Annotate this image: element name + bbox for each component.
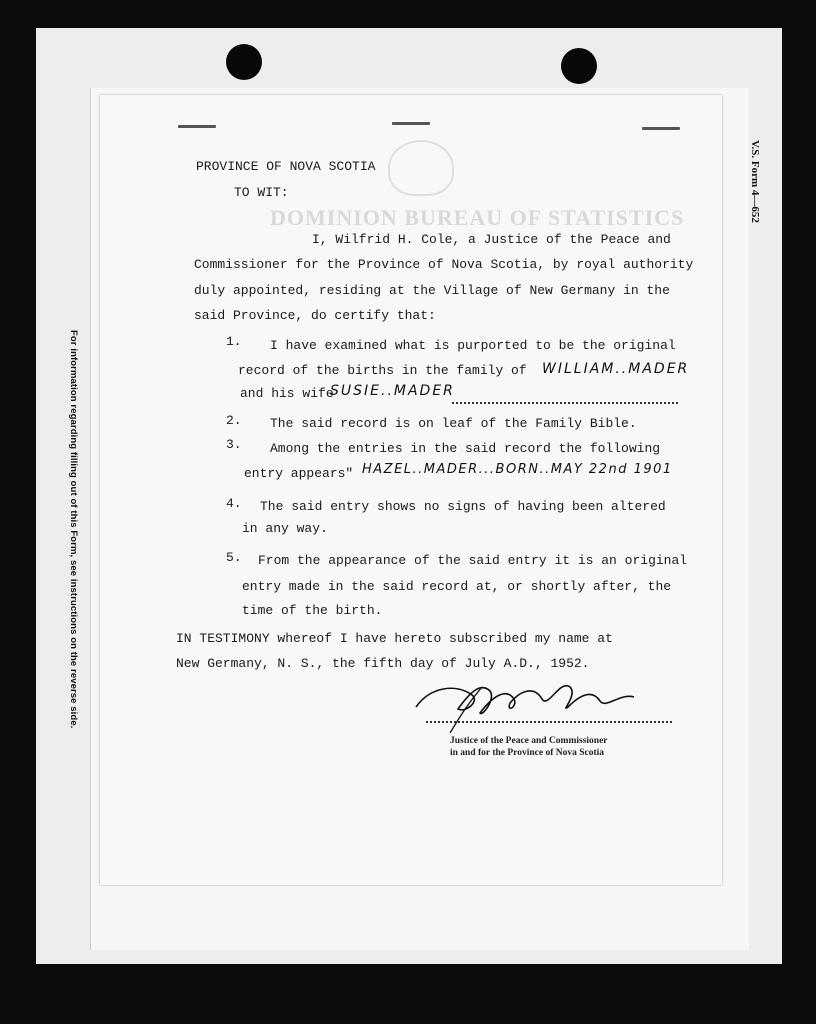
item-text: I have examined what is purported to be the original [270,338,676,353]
item-text: in any way. [242,521,328,536]
testimony-line: New Germany, N. S., the fifth day of July A.D., 1952. [176,656,590,671]
crest-watermark [388,140,454,196]
signature-caption: Justice of the Peace and Commissioner [450,736,608,746]
side-instruction-text: For information regarding filling out of this Form, see instructions on the reverse side. [68,330,79,729]
signature [410,673,650,733]
testimony-line: IN TESTIMONY whereof I have hereto subscribed my name at [176,631,613,646]
father-name-handwritten: WILLIAM..MADER [542,361,690,377]
staple [642,127,680,130]
item-text: From the appearance of the said entry it is an original [258,553,688,568]
item-text: The said record is on leaf of the Family Bible. [270,416,637,431]
item-text: entry appears" [244,466,354,481]
birth-entry-handwritten: HAZEL..MADER...BORN..MAY 22nd 1901 [362,462,673,477]
intro-line: said Province, do certify that: [194,308,436,323]
punch-hole [226,44,262,80]
dotted-line [452,402,678,404]
intro-line: Commissioner for the Province of Nova Scotia, by royal authority [194,257,694,272]
province-heading: PROVINCE OF NOVA SCOTIA [196,159,376,174]
item-number: 1. [226,334,242,349]
staple [392,122,430,125]
item-text: record of the births in the family of [238,363,527,378]
signature-line [426,721,672,723]
form-number-text: V.S. Form 4—652 [749,140,761,223]
intro-line: duly appointed, residing at the Village of New Germany in the [194,283,670,298]
side-instruction [67,330,81,730]
intro-line: I, Wilfrid H. Cole, a Justice of the Peace and [312,232,671,247]
item-number: 5. [226,550,242,565]
to-wit: TO WIT: [234,185,289,200]
item-number: 3. [226,437,242,452]
form-number [748,140,762,240]
signature-caption: in and for the Province of Nova Scotia [450,748,605,758]
item-text: Among the entries in the said record the following [270,441,661,456]
item-text: time of the birth. [242,603,383,618]
item-number: 2. [226,413,242,428]
item-text: entry made in the said record at, or shortly after, the [242,579,672,594]
item-text: The said entry shows no signs of having been altered [260,499,666,514]
certificate-page [100,95,722,885]
item-text: and his wife [240,386,334,401]
item-number: 4. [226,496,242,511]
faint-letterhead: DOMINION BUREAU OF STATISTICS [270,205,685,230]
staple [178,125,216,128]
punch-hole [561,48,597,84]
mother-name-handwritten: SUSIE..MADER [330,383,455,399]
